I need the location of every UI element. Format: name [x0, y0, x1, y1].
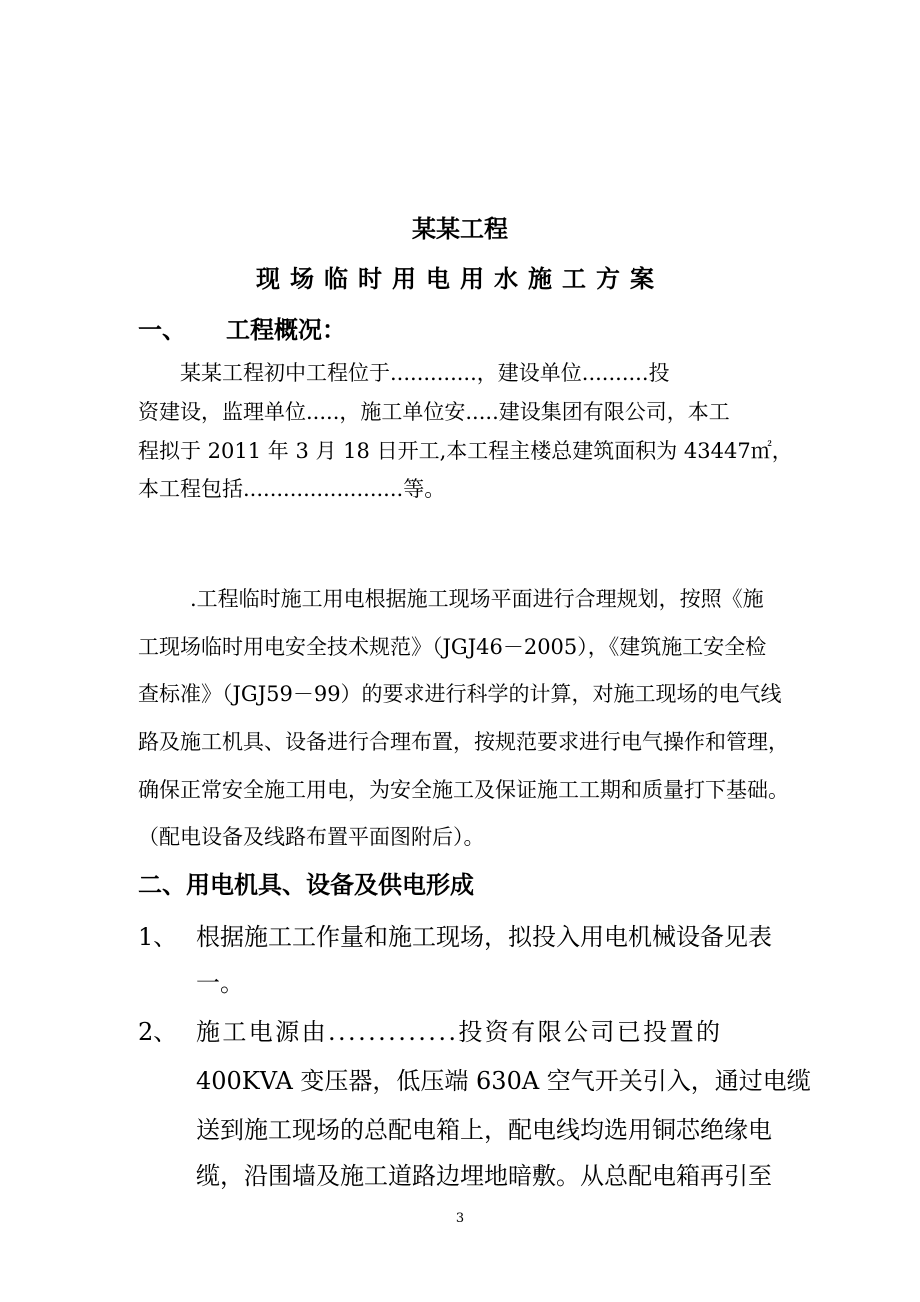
paragraph-line: 确保正常安全施工用电，为安全施工及保证施工工期和质量打下基础。 [138, 778, 789, 802]
page-number: 3 [455, 1211, 465, 1226]
document-title: 某某工程 [412, 215, 508, 243]
list-item-line: 送到施工现场的总配电箱上，配电线均选用铜芯绝缘电 [196, 1116, 772, 1144]
paragraph-line: 查标准》（JGJ59－99）的要求进行科学的计算，对施工现场的电气线 [138, 682, 782, 706]
list-item-line: 缆，沿围墙及施工道路边埋地暗敷。从总配电箱再引至 [196, 1162, 772, 1190]
paragraph-line: 工现场临时用电安全技术规范》（JGJ46－2005），《建筑施工安全检 [138, 635, 767, 659]
list-item-line: 根据施工工作量和施工现场，拟投入用电机械设备见表 [196, 923, 772, 951]
paragraph-line: 本工程包括........................等。 [138, 477, 446, 501]
list-item-number: 2、 [138, 1018, 178, 1046]
list-item-line: 施工电源由.............投资有限公司已投置的 [196, 1018, 723, 1046]
paragraph-line: 某某工程初中工程位于.............，建设单位..........投 [180, 361, 670, 385]
section-1-title: 工程概况： [226, 316, 346, 344]
list-item-number: 1、 [138, 923, 178, 951]
section-2-heading: 二、用电机具、设备及供电形成 [138, 871, 474, 899]
paragraph-line: （配电设备及线路布置平面图附后）。 [138, 825, 485, 849]
paragraph-line: 程拟于 2011 年 3 月 18 日开工,本工程主楼总建筑面积为 43447㎡， [138, 439, 793, 463]
paragraph-line: 资建设，监理单位.....，施工单位安.....建设集团有限公司，本工 [138, 400, 730, 424]
document-subtitle: 现场临时用电用水施工方案 [256, 265, 664, 293]
paragraph-line: 路及施工机具、设备进行合理布置，按规范要求进行电气操作和管理， [138, 730, 789, 754]
list-item-line: 一。 [196, 969, 244, 997]
section-1-number: 一、 [138, 316, 186, 344]
list-item-line: 400KVA 变压器，低压端 630A 空气开关引入，通过电缆 [196, 1067, 811, 1095]
section-1-heading [138, 310, 346, 345]
paragraph-line: .工程临时施工用电根据施工现场平面进行合理规划，按照《施 [190, 587, 764, 611]
